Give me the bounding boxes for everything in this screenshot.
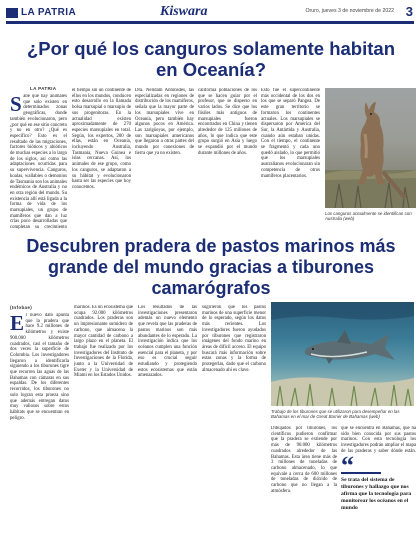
story1-dropcap: S	[10, 94, 22, 116]
story1-column-4: california poblaciones de los que se hacen guiar por el profesor, que se disperso en varios lados. Se dice que los fósiles más antiguos de marsupiales fueron encontrados en China y tienen alrededor de 125 millones de años, lo que indica que este grupo surgió en Asia y luego se expandió por el mundo durante millones de años.	[198, 88, 257, 156]
page-number: 3	[405, 4, 413, 19]
story2-byline: (Infobae)	[10, 305, 33, 310]
kangaroo-photo	[325, 88, 416, 208]
edition-date: Oruro, jueves 3 de noviembre de 2022	[305, 8, 394, 14]
newspaper-masthead	[6, 6, 98, 19]
story2-photo-caption: Trabajo de los tiburones que se utilizaron para desempeñar en las Bahamas en el mar de Great Barrier de Bahamas (web)	[271, 409, 400, 420]
page-header	[0, 0, 420, 34]
story1-byline: LA PATRIA	[30, 86, 57, 91]
story2-column-3: Los resultados de las investigaciones presentaron además un nuevo elemento que revela que las praderas de pastos marinos son más abundantes de lo esperado. La investigación indica que los océanos cumplen una función esencial para el planeta, y por eso es crucial seguir estudiando y protegiendo estos ecosistemas que están amenazados.	[138, 305, 197, 379]
story2-column-2: marinos. Es un ecosistema que ocupa 92.000 kilómetros cuadrados. Los praderas son un impresionante sumidero de carbono, que almacena la mayor cantidad de carbono a largo plazo en el planeta. El trabajo fue realizado por los investigadores del Instituto de Investigaciones de la Florida, junto a la Universidad de Exeter y la Universidad de Miami en los Estados Unidos.	[74, 305, 133, 379]
shark-illustration	[271, 302, 414, 406]
quote-mark-icon: “	[341, 456, 354, 472]
story1-column-3: Dra. Nelidam Antonsdes, las especializadas en regiones de distribución de los mamíferos, señala que la mayor parte de los marsupiales vive en Oceanía, pero también hay algunos pocos en América. Las zarigüeyas, por ejemplo, son marsupiales americanos que llegaron a otras partes del mundo por conexiones de tierra que ya no existen.	[135, 88, 194, 156]
masthead-name: LA PATRIA	[21, 7, 77, 18]
story2-column-5: Dibujados por tiburones, los científicos pudieron confirmar que la pradera se extiende por más de 90.000 kilómetros cuadrados alrededor de las Bahamas. Esta área tiene más de 3 millones de toneladas de carbono almacenado, lo que equivale a cerca de 600 millones de toneladas de dióxido de carbono que no llegan a la atmósfera.	[271, 426, 337, 494]
story2-dropcap: E	[10, 313, 25, 335]
kangaroo-illustration	[325, 88, 416, 208]
pull-quote	[341, 456, 417, 512]
story2-column-1-text: l nuevo dato apunta que la pradera que hace 9.2 millones de kilómetros y existe 900.000 kilómetros cuadrados, casi el tamaño de dos veces la superficie de Colombia. Los investigadores llegaron a identificarla siguiendo a los tiburones tigre que recorren las aguas de las Bahamas con cámaras en sus espaldas. De los diferentes recorridos, los tiburones no solo logran esta proeza sino que además entregan datos muy valiosos sobre estos hábitats que se encuentran en peligro.	[10, 313, 69, 421]
section-title: Kiswara	[160, 4, 208, 19]
story2-column-4: sugirieron que los pastos marinos de una superficie menor de lo esperado, según los datos más recientes. Los investigadores fueron ayudados por tiburones que registraron imágenes del fondo marino en áreas de difícil acceso. El equipo buscará más información sobre estas zonas y la forma de protegerlas, dado que el carbono almacenado ahí es clave.	[202, 305, 266, 373]
story2-headline: Descubren pradera de pastos marinos más grande del mundo gracias a tiburones camarógrafos	[26, 236, 396, 298]
story1-column-2: el tiempo sin un continente de ellos en los mundos, conducen esto desarrollo en la llamada bolsa marsupial o marsupio de sus progenitoras. En la actualidad existen aproximadamente de 270 especies marsupiales en total. Según, los expertos, 200 de ellas, están en Oceanía, incluyendo Australia, Tasmania, Nueva Guinea e islas cercanas. Así, los animales de ese grupo, como los canguros, se adaptaron a su hábitat y evolucionaron hasta ser las especies que hoy conocemos.	[72, 88, 131, 190]
pull-quote-text: Se trata del sistema de tiburones y hallazgo que nos afirma que la tecnología para monitorear los océanos en el mundo	[341, 476, 412, 511]
story2-column-6: que se encuentra en Bahamas, que ha sido bien conocida por sus pastos marinos. Con esta tecnología los investigadores podrán ampliar el mapa de las praderas y saber dónde están.	[341, 426, 416, 454]
masthead-logo-icon	[6, 8, 18, 18]
story1-headline: ¿Por qué los canguros solamente habitan en Oceanía?	[26, 38, 395, 80]
shark-seagrass-photo	[271, 302, 414, 406]
pull-quote-rule	[341, 472, 381, 474]
story2-column-1	[10, 313, 69, 532]
story1-column-1	[10, 94, 67, 230]
header-divider	[6, 21, 414, 24]
story1-column-5: Esto fue el supercontinente más occidental de los dos en los que se separó Pangea. De este gran territorio se formaron los continentes actuales. Los marsupiales se dispersaron por América del Sur, la Antártida y Australia, cuando aún estaban unidas. Con el tiempo, el continente se fragmentó y cada uno quedó aislado, lo que permitió que los marsupiales australianos evolucionaran sin competencia de otros mamíferos placentarios.	[261, 88, 320, 179]
story1-photo-caption: Los canguros actualmente se identifican con Australia (web)	[325, 211, 412, 222]
story1-column-1-text: abe que hay animales que solo existen en determinados zonas geográficas, donde también evolucionaron, pero ¿por qué en ese sitio concreto y no en otro? ¿Qué es específico? Esto es el resultado de las migraciones, factores bióticos y abióticos de muchas especies a lo largo de los siglos, así como las adaptaciones ocurridas para su supervivencia. Canguros, koalas, wallabies o demonios de Tasmania son los animales endémicos de Australia y no en otra región del mundo. Su existencia allí está ligada a la forma de vida de los marsupiales, un grupo de mamíferos que dan a luz crías poco desarrolladas que completan su crecimiento	[10, 94, 67, 230]
